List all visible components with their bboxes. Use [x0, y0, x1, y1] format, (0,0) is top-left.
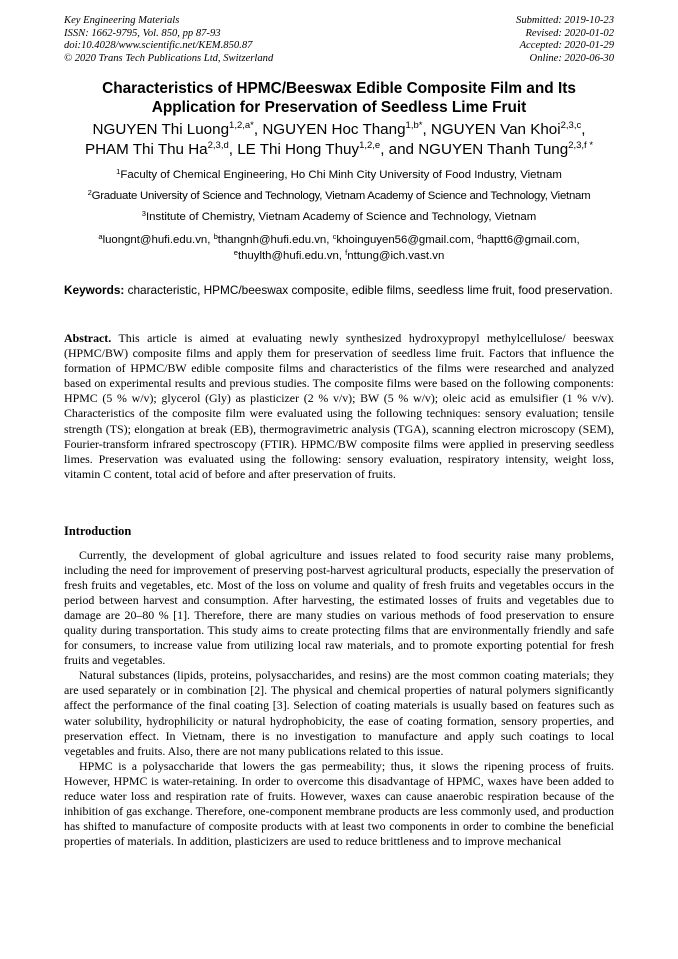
email-link[interactable]: thuylth@hufi.edu.vn,	[237, 250, 346, 262]
affiliation-marker: 1	[116, 167, 121, 176]
email-marker: e	[233, 248, 238, 257]
abstract-section	[64, 331, 614, 482]
revised-date: Revised: 2020-01-02	[525, 27, 614, 39]
author-separator: ,	[581, 121, 586, 138]
author-name: PHAM Thi Thu Ha	[84, 141, 208, 158]
author-separator: ,	[253, 121, 263, 138]
email-link[interactable]: nttung@ich.vast.vn	[347, 250, 445, 262]
abstract-text: This article is aimed at evaluating newly synthesized hydroxypropyl methylcellulose/ beeswax (HPMC/BW) composite films and apply them for preservation of seedless lime fruit. Factors that influence the formation of HPMC/BW edible composite films and characteristics of the films were researched and analyzed based on experimental results and previous studies. The composite films were based on the following components: HPMC (5 % w/v); glycerol (Gly) as plasticizer (2 % v/v); BW (5 % w/v); oleic acid as emulsifier (1 % v/v). Characteristics of the composite film were evaluated using the following techniques: sensory evaluation; tensile strength (TS); elongation at break (EB), thermogravimetric analysis (TGA), scanning electron microscopy (SEM), Fourier-transform infrared spectroscopy (FTIR). HPMC/BW composite films were applied in preserving seedless limes. Preservation was evaluated using the following: sensory evaluation, respiratory intensity, weight loss, vitamin C content, total acid of before and after preservation of fruits.	[64, 331, 614, 481]
author-emails	[30, 232, 648, 264]
affiliation-3	[30, 210, 648, 224]
email-link[interactable]: haptt6@gmail.com,	[481, 234, 580, 246]
affiliation-text: Faculty of Chemical Engineering, Ho Chi Minh City University of Food Industry, Vietnam	[120, 169, 562, 181]
keywords-text: characteristic, HPMC/beeswax composite, edible films, seedless lime fruit, food preservation.	[124, 283, 613, 297]
email-link[interactable]: khoinguyen56@gmail.com,	[336, 234, 478, 246]
author-separator: ,	[422, 121, 431, 138]
email-marker: d	[477, 232, 482, 241]
intro-paragraph-3: HPMC is a polysaccharide that lowers the gas permeability; thus, it slows the ripening process of fruits. However, HPMC is water-retaining. In order to overcome this disadvantage of HPMC, waxes have been added to reduce water loss and respiration rate of fruits. However, waxes can cause anaerobic respiration because of the inhibition of gas exchange. Therefore, one-component membrane products are less commonly used, and production has shifted to manufacture of composite products with at least two components in order to combine the beneficial properties of materials. In addition, plasticizers are used to reduce brittleness and to improve mechanical	[64, 758, 614, 848]
email-marker: b	[213, 232, 218, 241]
accepted-date: Accepted: 2020-01-29	[519, 40, 614, 52]
introduction-body	[64, 548, 614, 849]
author-name: NGUYEN Hoc Thang	[262, 121, 406, 138]
affiliation-marker: 3	[141, 209, 146, 218]
author-affiliation-marker: 1,2,a*	[229, 120, 254, 131]
email-marker: f	[345, 248, 348, 257]
author-separator-and: , and	[380, 141, 419, 158]
affiliation-text: Institute of Chemistry, Vietnam Academy of Science and Technology, Vietnam	[146, 211, 537, 223]
author-name: LE Thi Hong Thuy	[237, 141, 360, 158]
journal-doi[interactable]: doi:10.4028/www.scientific.net/KEM.850.87	[64, 40, 253, 52]
publication-dates	[516, 15, 614, 65]
email-marker: c	[332, 232, 337, 241]
affiliation-text: Graduate University of Science and Technology, Vietnam Academy of Science and Technology, Vietnam	[91, 190, 591, 202]
section-heading-introduction: Introduction	[64, 524, 132, 538]
keywords-section	[64, 282, 614, 298]
affiliation-1	[30, 168, 648, 182]
email-link[interactable]: thangnh@hufi.edu.vn,	[217, 234, 333, 246]
affiliation-2	[30, 189, 648, 203]
paper-title	[40, 79, 638, 117]
author-affiliation-marker: 1,b*	[405, 120, 423, 131]
online-date: Online: 2020-06-30	[529, 52, 614, 64]
author-affiliation-marker: 2,3,c	[560, 120, 582, 131]
author-separator: ,	[228, 141, 238, 158]
journal-issn: ISSN: 1662-9795, Vol. 850, pp 87-93	[64, 27, 221, 39]
author-name: NGUYEN Van Khoi	[430, 121, 561, 138]
title-line-2: Application for Preservation of Seedless Lime Fruit	[151, 99, 527, 116]
email-marker: a	[98, 232, 103, 241]
email-link[interactable]: luongnt@hufi.edu.vn,	[102, 234, 214, 246]
intro-paragraph-2: Natural substances (lipids, proteins, polysaccharides, and resins) are the most common coating materials; they are used separately or in combination [2]. The physical and chemical properties of natural polymers significantly affect the performance of the final coating [3]. Selection of coating materials is usually based on features such as water solubility, hydrophilicity or natural hydrophobicity, the ease of coating formation, sensory properties, and preservation effect. In Vietnam, there is no investigation to manufacture and apply such coatings to local vegetables and fruits. Also, there are not many publications related to this issue.	[64, 668, 614, 758]
title-line-1: Characteristics of HPMC/Beeswax Edible Composite Film and Its	[102, 80, 576, 97]
intro-paragraph-1: Currently, the development of global agriculture and issues related to food security raise many problems, including the need for improvement of preserving post-harvest agricultural products, especially the preservation of fresh fruits and vegetables, etc. Most of the loss on volume and quality of fresh fruits and vegetables occurs in the period between harvest and consumption. After harvesting, the estimated losses of fruits and vegetables due to damage are 20–80 % [1]. Therefore, there are many studies on various methods of food preservation to ensure quality during transportation. This study aims to create protecting films that are environmentally friendly and safe for consumers, to increase value from utilizing local raw materials, and to promote exporting potential for fresh fruits and vegetables.	[64, 548, 614, 668]
author-affiliation-marker: 1,2,e	[359, 140, 381, 151]
author-name: NGUYEN Thi Luong	[92, 121, 230, 138]
author-affiliation-marker: 2,3,f *	[568, 140, 594, 151]
abstract-label: Abstract.	[64, 331, 112, 345]
author-list	[30, 120, 648, 160]
affiliation-marker: 2	[87, 188, 92, 197]
journal-info	[64, 15, 273, 65]
journal-name: Key Engineering Materials	[64, 15, 180, 26]
journal-copyright: © 2020 Trans Tech Publications Ltd, Switzerland	[64, 52, 274, 64]
submitted-date: Submitted: 2019-10-23	[516, 15, 614, 26]
author-affiliation-marker: 2,3,d	[207, 140, 229, 151]
keywords-label: Keywords:	[64, 283, 125, 297]
author-name: NGUYEN Thanh Tung	[418, 141, 569, 158]
